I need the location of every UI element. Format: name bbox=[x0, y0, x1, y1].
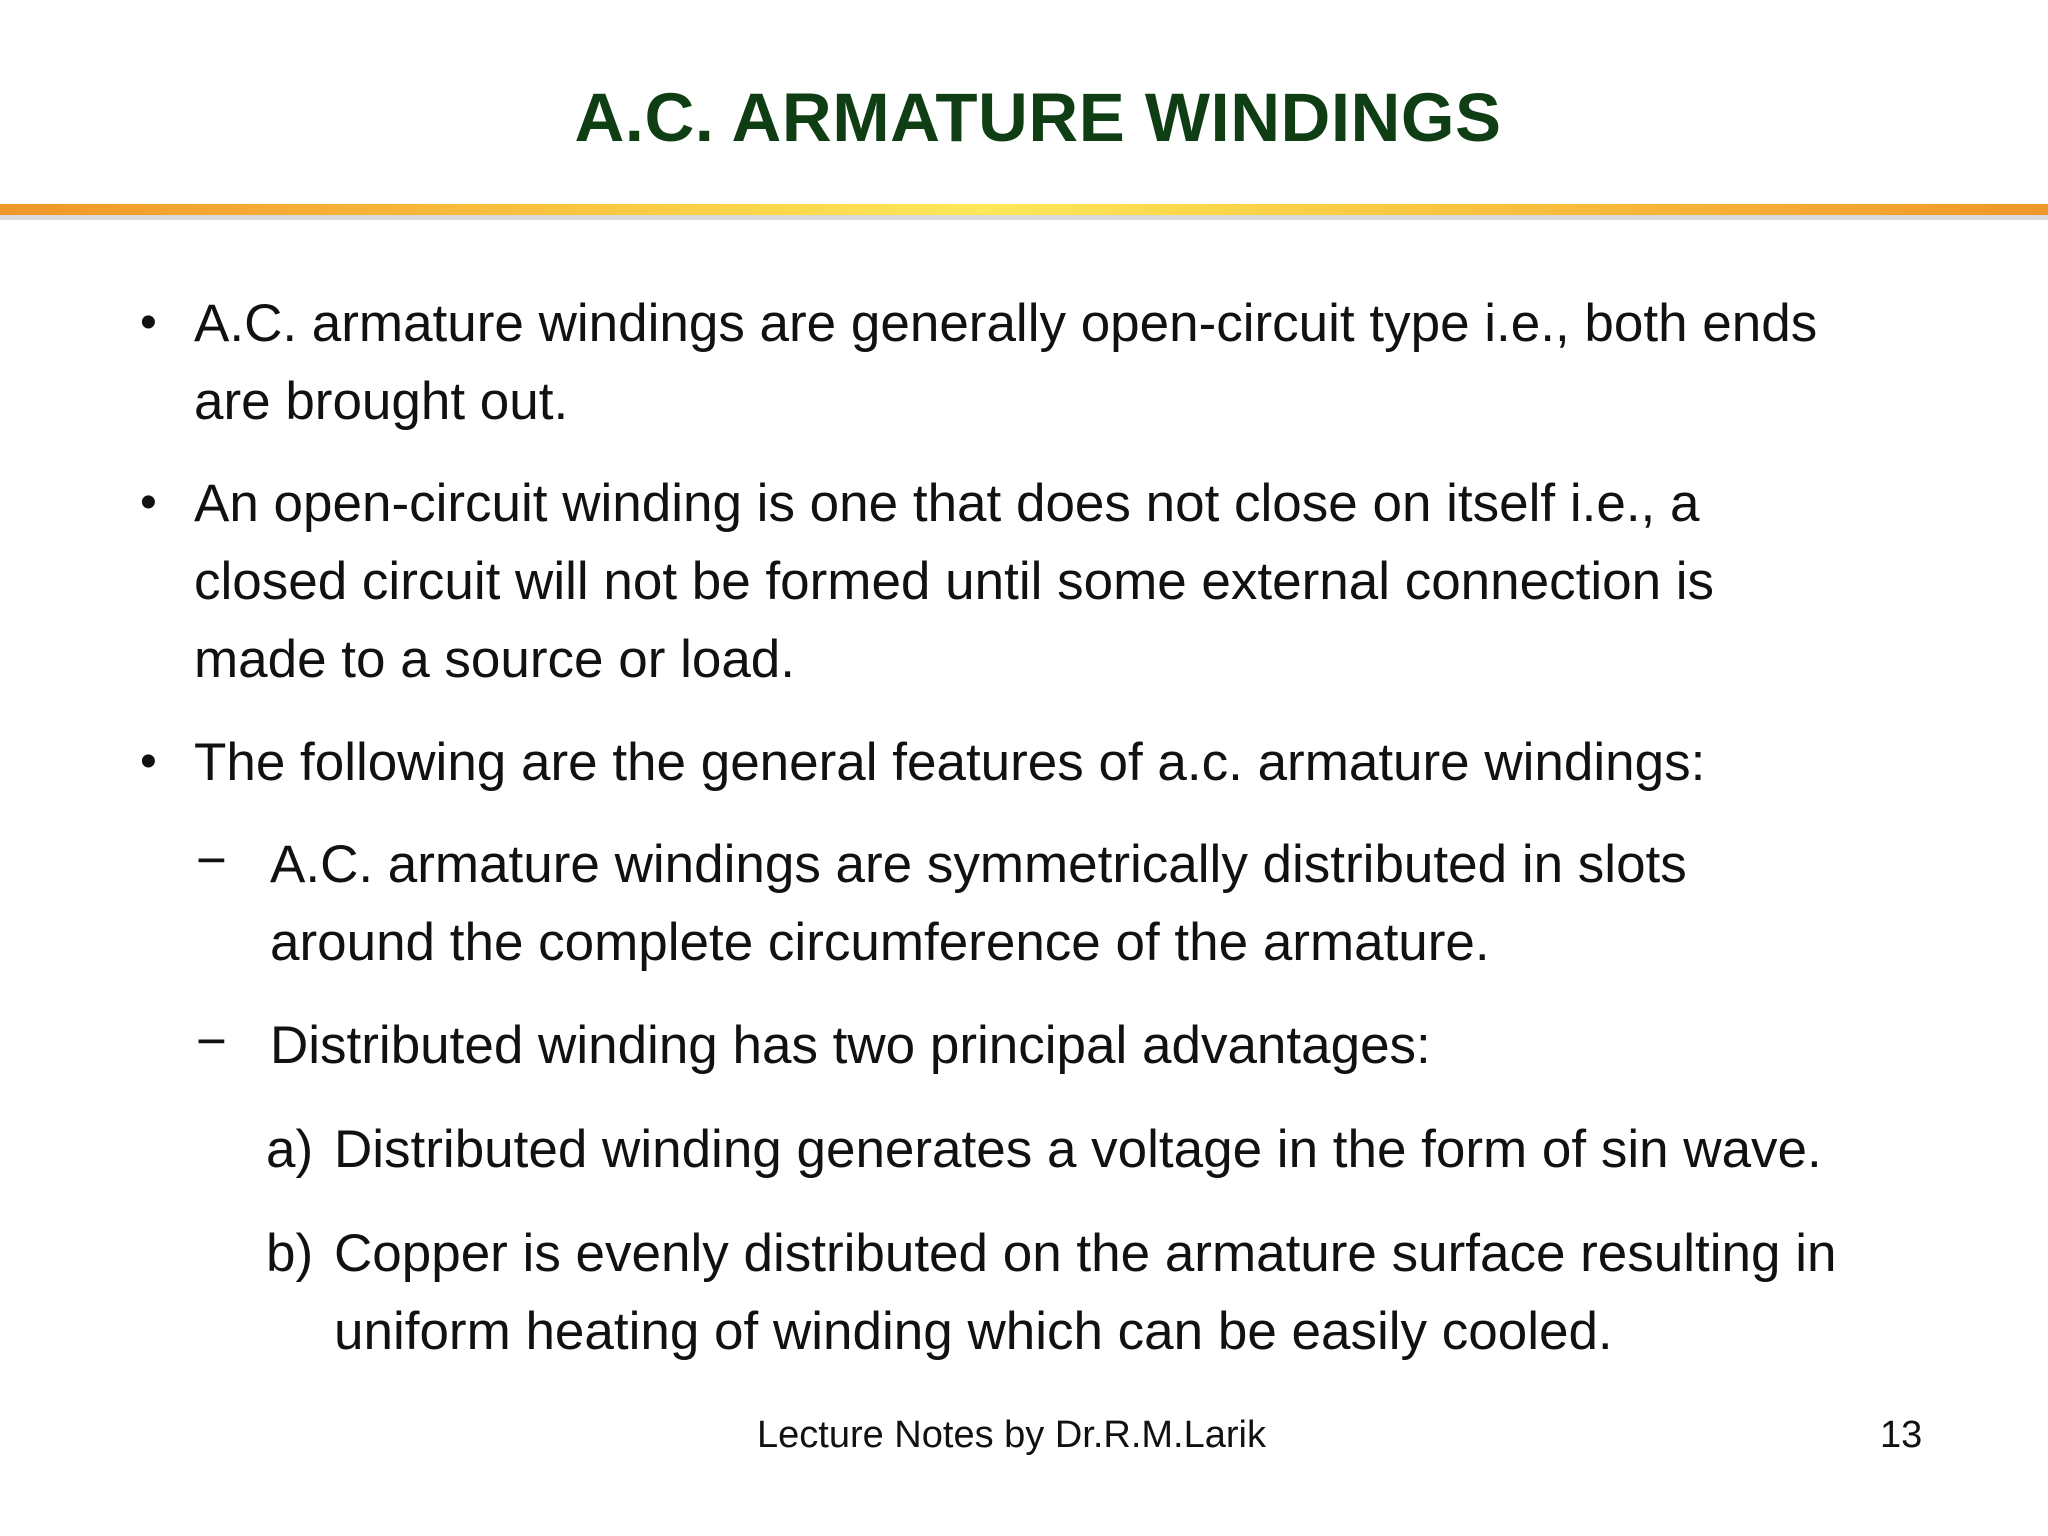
sub-bullet-text-line: around the complete circumference of the armature. bbox=[270, 913, 1490, 972]
bullet-marker: • bbox=[140, 296, 157, 349]
bullet-text-line: are brought out. bbox=[194, 372, 569, 431]
slide-title: A.C. ARMATURE WINDINGS bbox=[574, 79, 1502, 156]
title-divider bbox=[0, 204, 2048, 215]
advantage-marker: b) bbox=[266, 1224, 314, 1283]
advantage-text-line: uniform heating of winding which can be easily cooled. bbox=[334, 1302, 1613, 1361]
bullet-marker: • bbox=[140, 476, 157, 529]
advantage-marker: a) bbox=[266, 1120, 314, 1179]
advantage-text-line: Copper is evenly distributed on the armature surface resulting in bbox=[334, 1224, 1837, 1283]
bullet-text-line: The following are the general features of a.c. armature windings: bbox=[194, 733, 1706, 792]
bullet-text-line: made to a source or load. bbox=[194, 630, 796, 689]
title-divider-shadow bbox=[0, 215, 2048, 220]
footer-credit: Lecture Notes by Dr.R.M.Larik bbox=[757, 1414, 1266, 1456]
dash-marker: − bbox=[196, 831, 227, 890]
advantage-text-line: Distributed winding generates a voltage in the form of sin wave. bbox=[334, 1120, 1822, 1179]
dash-marker: − bbox=[196, 1012, 227, 1071]
bullet-text-line: An open-circuit winding is one that does not close on itself i.e., a bbox=[194, 474, 1700, 533]
sub-bullet-text-line: Distributed winding has two principal advantages: bbox=[270, 1016, 1431, 1075]
bullet-marker: • bbox=[140, 735, 157, 788]
bullet-text-line: closed circuit will not be formed until some external connection is bbox=[194, 552, 1715, 611]
sub-bullet-text-line: A.C. armature windings are symmetrically distributed in slots bbox=[270, 835, 1687, 894]
page-number: 13 bbox=[1880, 1414, 1923, 1456]
bullet-text-line: A.C. armature windings are generally open-circuit type i.e., both ends bbox=[194, 294, 1818, 353]
